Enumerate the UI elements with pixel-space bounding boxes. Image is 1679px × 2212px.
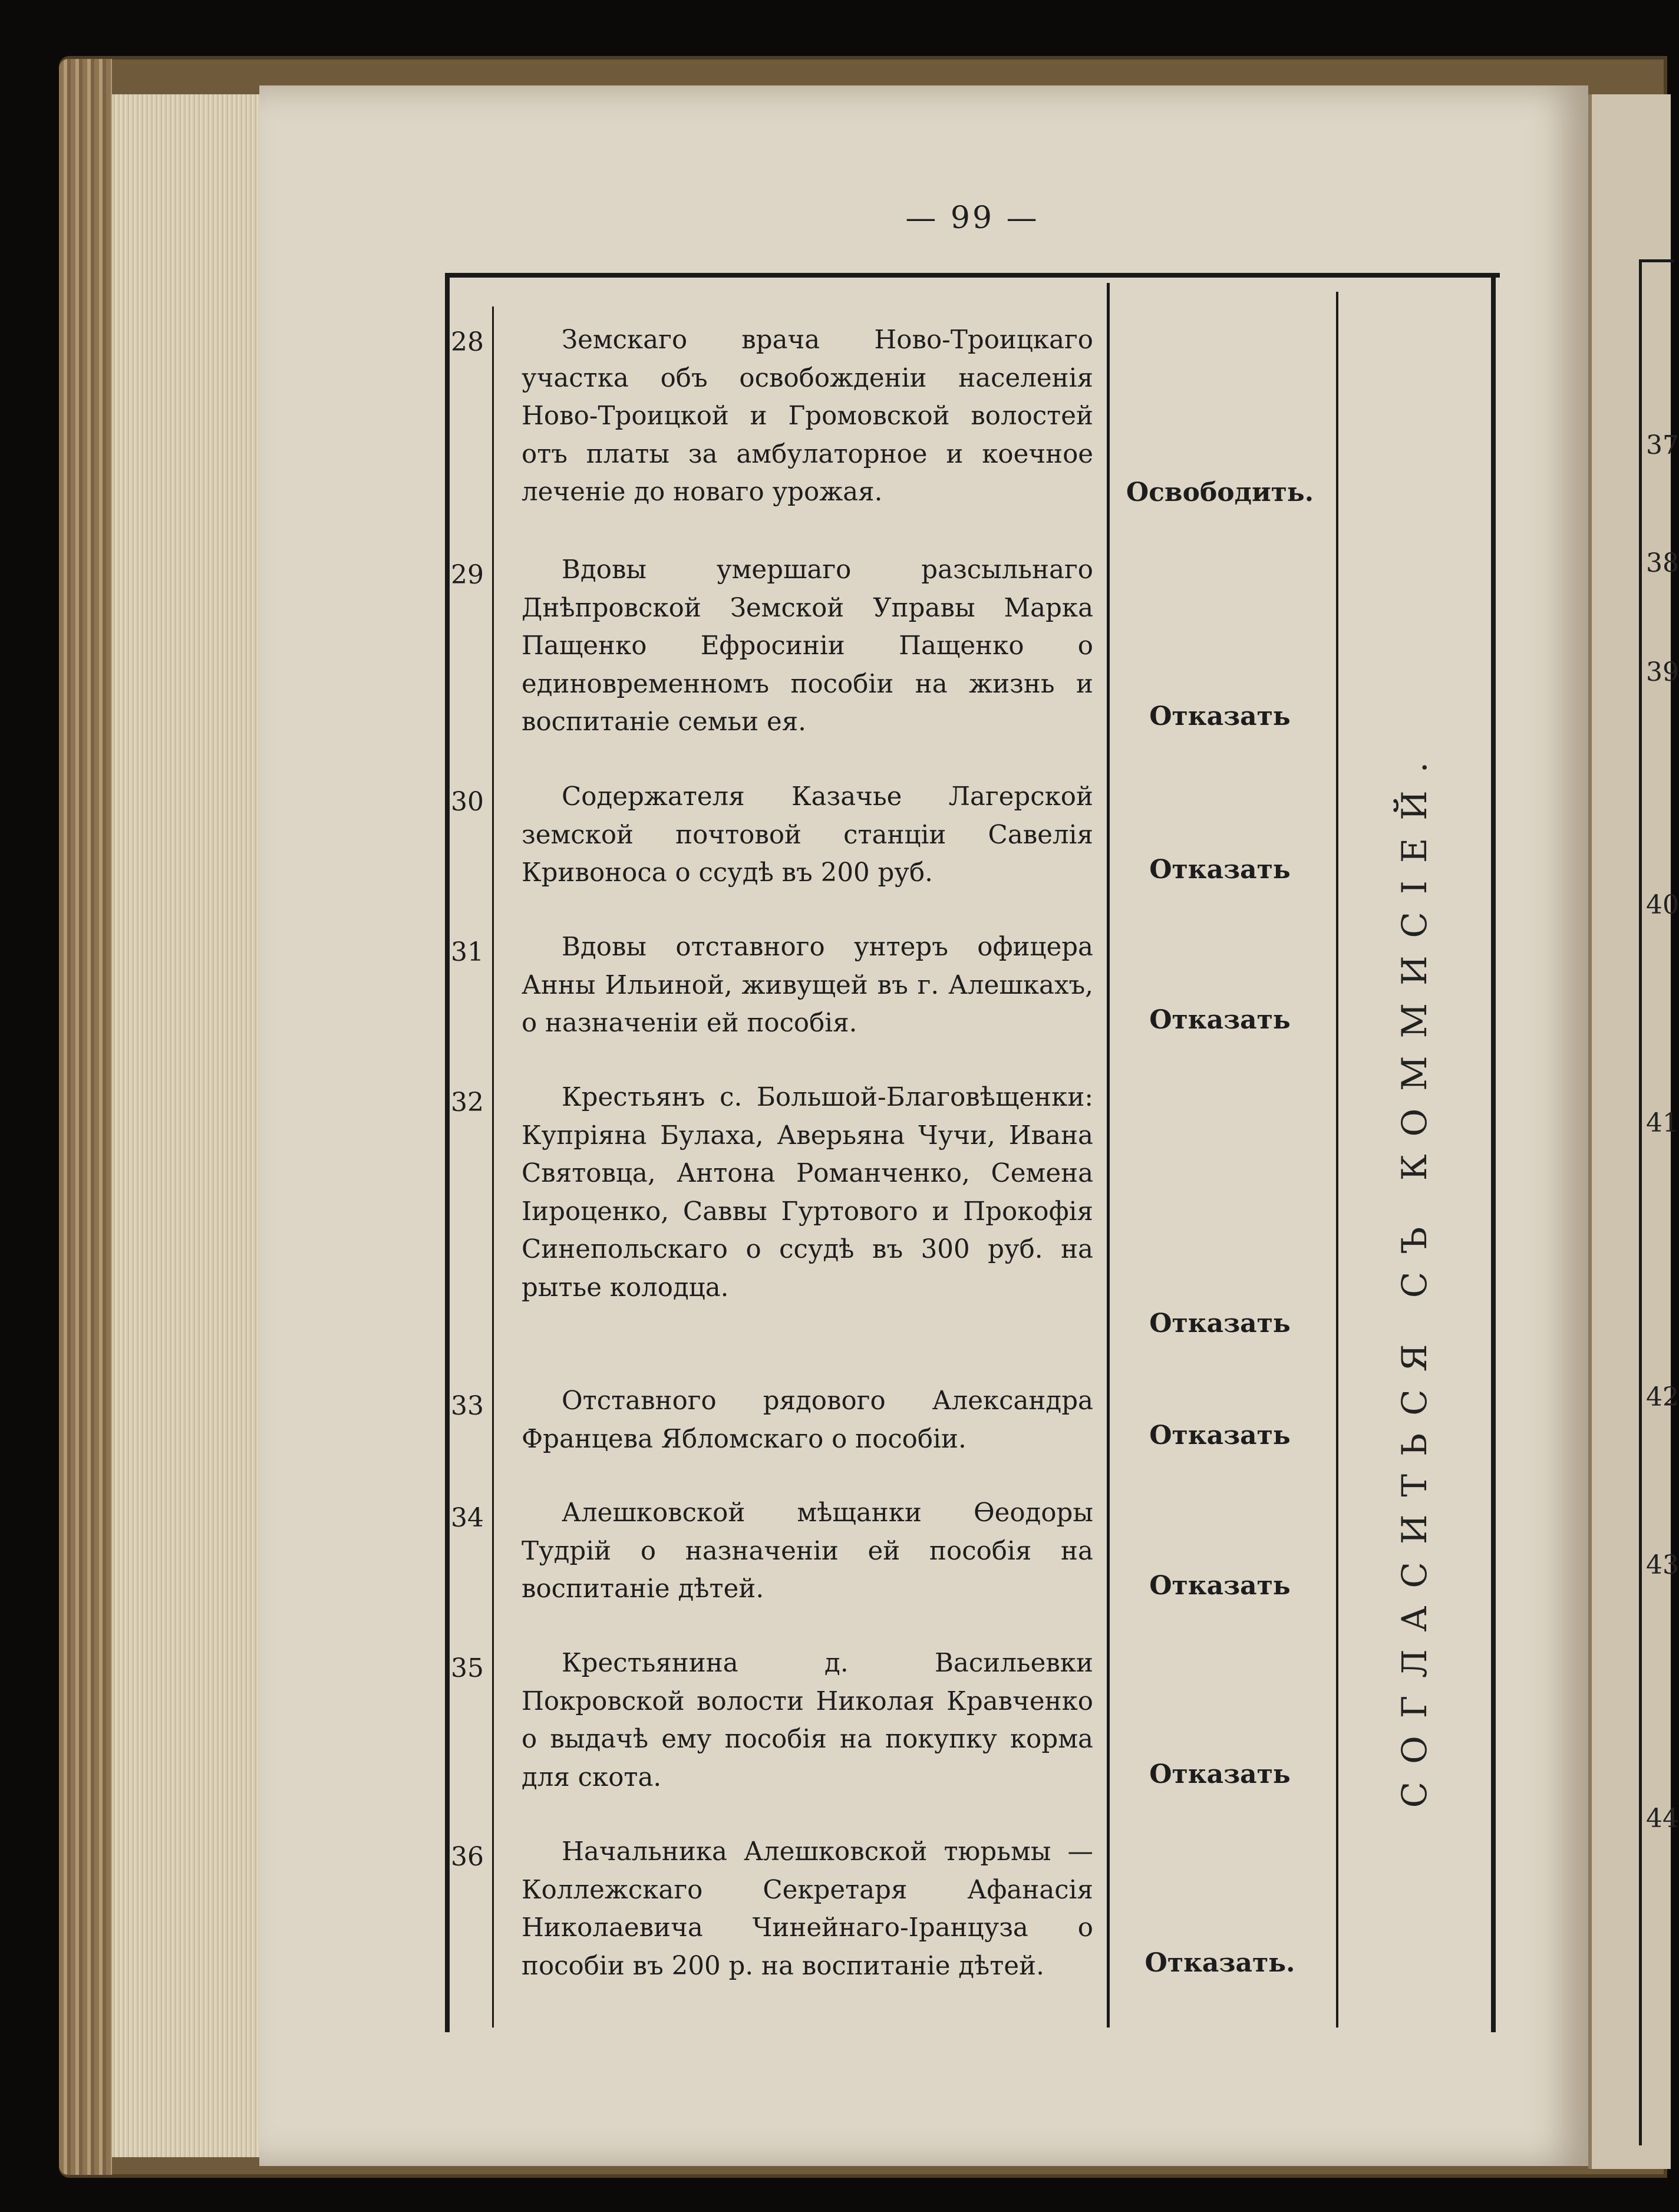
row-decision: Отказать. bbox=[1144, 1948, 1295, 1978]
adjacent-row-number: 38 bbox=[1646, 548, 1679, 578]
side-resolution-label-box bbox=[1329, 377, 1500, 2175]
row-text: Вдовы отставного унтеръ офицера Анны Ильиной, живущей въ г. Алешкахъ, о назначеніи ей пособія. bbox=[522, 932, 1093, 1038]
row-number: 30 bbox=[451, 787, 484, 817]
row-text: Содержателя Казачье Лагерской земской почтовой станціи Савелія Кривоноса о ссудѣ въ 200 руб. bbox=[522, 782, 1093, 888]
adjacent-row-number: 43 bbox=[1646, 1550, 1679, 1580]
row-number: 33 bbox=[451, 1391, 484, 1421]
row-decision: Отказать bbox=[1149, 1420, 1291, 1451]
row-number: 36 bbox=[451, 1842, 484, 1872]
row-decision: Отказать bbox=[1149, 855, 1291, 885]
adjacent-row-number: 42 bbox=[1646, 1382, 1679, 1412]
row-text: Земскаго врача Ново-Троицкаго участка объ освобожденіи населенія Ново-Троицкой и Громовской волостей отъ платы за амбулаторное и коечное леченіе до новаго урожая. bbox=[522, 325, 1093, 507]
side-resolution-label: СОГЛАСИТЬСЯ СЪ КОММИСІЕЙ. bbox=[1394, 744, 1434, 1808]
adjacent-row-number: 41 bbox=[1646, 1108, 1679, 1138]
row-number: 32 bbox=[451, 1087, 484, 1117]
adjacent-row-number: 37 bbox=[1646, 430, 1679, 460]
row-number: 31 bbox=[451, 937, 484, 967]
adjacent-row-number: 44 bbox=[1646, 1804, 1679, 1834]
row-decision: Отказать bbox=[1149, 1759, 1291, 1789]
row-text: Алешковской мѣщанки Өеодоры Тудрій о назначеніи ей пособія на воспитаніе дѣтей. bbox=[522, 1498, 1093, 1604]
adjacent-column-rule bbox=[1639, 259, 1642, 2145]
table-top-rule bbox=[445, 273, 1500, 278]
row-decision: Отказать bbox=[1149, 1308, 1291, 1339]
row-decision: Отказать bbox=[1149, 701, 1291, 731]
adjacent-row-number: 40 bbox=[1646, 890, 1679, 920]
row-text: Начальника Алешковской тюрьмы — Коллежскаго Секретаря Афанасія Николаевича Чинейнаго-Iранцуза о пособіи въ 200 р. на воспитаніе дѣтей. bbox=[522, 1837, 1093, 1981]
row-number: 35 bbox=[451, 1653, 484, 1683]
row-text: Вдовы умершаго разсыльнаго Днѣпровской Земской Управы Марка Пащенко Ефросиніи Пащенко о единовременномъ пособіи на жизнь и воспитаніе семьи ея. bbox=[522, 555, 1093, 737]
table-left-rule bbox=[445, 273, 450, 2032]
row-text: Отставного рядового Александра Францева Ябломскаго о пособіи. bbox=[522, 1386, 1093, 1454]
text-column-rule bbox=[1107, 283, 1110, 2028]
row-text: Крестьянина д. Васильевки Покровской волости Николая Кравченко о выдачѣ ему пособія на покупку корма для скота. bbox=[522, 1649, 1093, 1792]
page-number: — 99 — bbox=[905, 200, 1040, 236]
book-spine bbox=[59, 59, 112, 2175]
adjacent-page bbox=[1588, 94, 1679, 2169]
row-decision: Освободить. bbox=[1126, 477, 1314, 507]
row-decision: Отказать bbox=[1149, 1571, 1291, 1601]
row-decision: Отказать bbox=[1149, 1005, 1291, 1035]
adjacent-row-number: 39 bbox=[1646, 657, 1679, 687]
row-text: Крестьянъ с. Большой-Благовѣщенки: Купріяна Булаха, Аверьяна Чучи, Ивана Святовца, Антона Романченко, Семена Іироценко, Саввы Гуртового и Прокофія Синепольскаго о ссудѣ въ 300 руб. на рытье колодца. bbox=[522, 1083, 1093, 1303]
row-number: 34 bbox=[451, 1503, 484, 1533]
page-stack-edge bbox=[112, 94, 265, 2157]
row-number: 28 bbox=[451, 327, 484, 357]
adjacent-top-rule bbox=[1639, 259, 1674, 262]
row-number: 29 bbox=[451, 560, 484, 590]
